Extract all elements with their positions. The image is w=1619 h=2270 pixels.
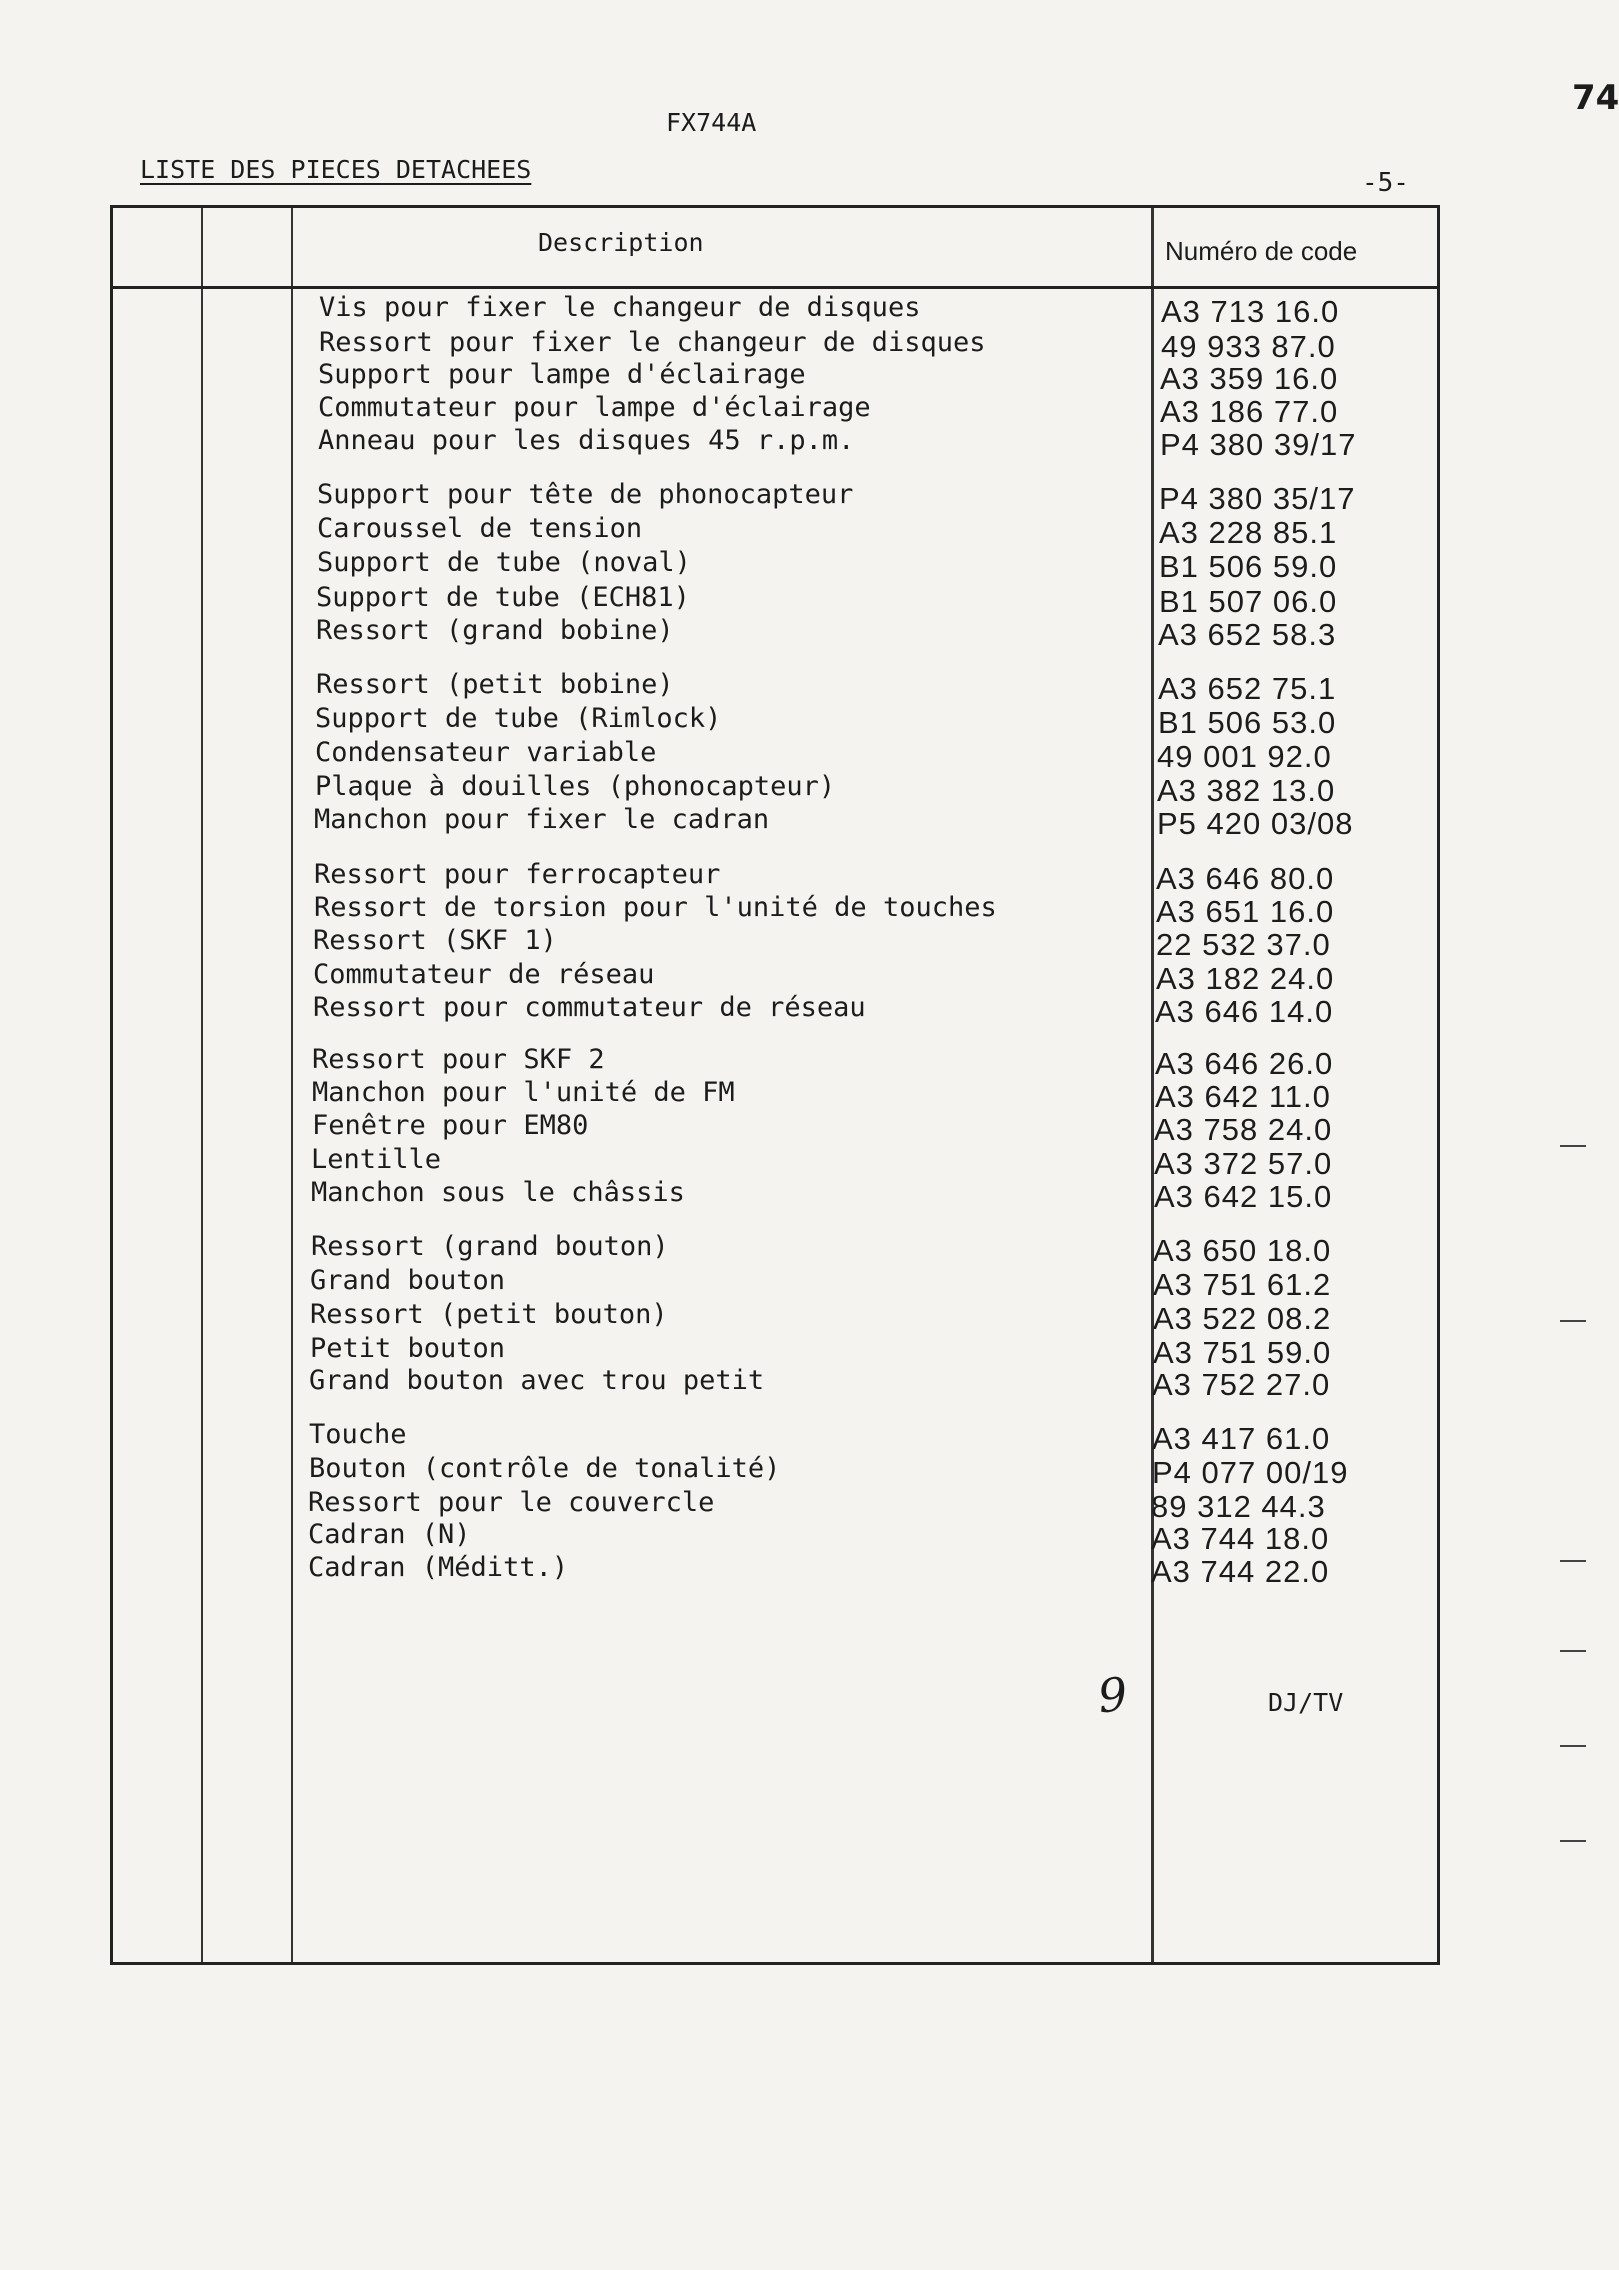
- row-description: Ressort (petit bouton): [310, 1299, 668, 1330]
- row-description: Fenêtre pour EM80: [312, 1110, 589, 1141]
- header-divider: [113, 286, 1437, 289]
- row-code: A3 417 61.0: [1152, 1421, 1331, 1456]
- row-description: Cadran (N): [308, 1519, 471, 1550]
- column-divider: [291, 208, 293, 1962]
- row-code: A3 228 85.1: [1159, 515, 1338, 550]
- row-description: Manchon pour l'unité de FM: [312, 1077, 735, 1108]
- row-description: Grand bouton avec trou petit: [309, 1365, 765, 1396]
- row-description: Commutateur de réseau: [313, 959, 655, 990]
- row-code: 22 532 37.0: [1156, 927, 1331, 962]
- row-code: B1 506 53.0: [1158, 705, 1337, 740]
- row-description: Manchon sous le châssis: [311, 1177, 685, 1208]
- row-code: B1 507 06.0: [1159, 584, 1338, 619]
- row-description: Condensateur variable: [315, 737, 657, 768]
- row-code: A3 522 08.2: [1153, 1301, 1332, 1336]
- row-code: A3 650 18.0: [1153, 1233, 1332, 1268]
- row-code: A3 651 16.0: [1156, 894, 1335, 929]
- row-description: Ressort (grand bouton): [311, 1231, 669, 1262]
- row-description: Cadran (Méditt.): [308, 1552, 569, 1583]
- row-description: Ressort de torsion pour l'unité de touches: [314, 892, 997, 923]
- row-code: 89 312 44.3: [1151, 1489, 1326, 1524]
- row-description: Ressort pour SKF 2: [312, 1044, 605, 1075]
- row-description: Support de tube (noval): [317, 547, 691, 578]
- row-description: Manchon pour fixer le cadran: [314, 804, 770, 835]
- row-description: Ressort pour commutateur de réseau: [313, 992, 866, 1023]
- row-code: A3 642 15.0: [1154, 1179, 1333, 1214]
- row-description: Plaque à douilles (phonocapteur): [315, 771, 836, 802]
- row-description: Petit bouton: [310, 1333, 506, 1364]
- row-description: Ressort pour le couvercle: [308, 1487, 715, 1518]
- row-code: A3 646 80.0: [1156, 861, 1335, 896]
- header-description: Description: [538, 228, 704, 257]
- row-description: Touche: [309, 1419, 407, 1450]
- row-code: A3 382 13.0: [1157, 773, 1336, 808]
- row-code: A3 758 24.0: [1154, 1112, 1333, 1147]
- row-code: P4 380 35/17: [1159, 481, 1356, 516]
- row-code: 49 933 87.0: [1161, 329, 1336, 364]
- row-description: Support pour tête de phonocapteur: [317, 479, 854, 510]
- row-description: Support pour lampe d'éclairage: [318, 359, 806, 390]
- list-title: LISTE DES PIECES DETACHEES: [140, 155, 532, 184]
- row-description: Ressort pour ferrocapteur: [314, 859, 721, 890]
- page-number: -5-: [1362, 168, 1409, 198]
- row-description: Anneau pour les disques 45 r.p.m.: [318, 425, 855, 456]
- row-description: Support de tube (ECH81): [316, 582, 690, 613]
- row-code: A3 646 26.0: [1155, 1046, 1334, 1081]
- document-id: FX744A: [666, 108, 757, 137]
- row-code: A3 652 58.3: [1158, 617, 1337, 652]
- header-code: Numéro de code: [1165, 236, 1358, 266]
- row-description: Bouton (contrôle de tonalité): [309, 1453, 781, 1484]
- row-code: P4 380 39/17: [1160, 427, 1357, 462]
- row-code: A3 751 61.2: [1153, 1267, 1332, 1302]
- row-description: Caroussel de tension: [317, 513, 643, 544]
- row-code: A3 713 16.0: [1161, 294, 1340, 329]
- row-description: Ressort (grand bobine): [316, 615, 674, 646]
- handwritten-mark: 9: [1095, 1666, 1131, 1724]
- row-description: Grand bouton: [310, 1265, 506, 1296]
- row-code: A3 646 14.0: [1155, 994, 1334, 1029]
- edge-marks: [1560, 1130, 1598, 1850]
- row-description: Commutateur pour lampe d'éclairage: [318, 392, 871, 423]
- row-code: A3 186 77.0: [1160, 394, 1339, 429]
- row-code: A3 372 57.0: [1154, 1146, 1333, 1181]
- row-description: Ressort (SKF 1): [313, 925, 557, 956]
- row-description: Lentille: [311, 1144, 442, 1175]
- row-description: Ressort pour fixer le changeur de disques: [319, 327, 986, 358]
- row-code: A3 744 22.0: [1151, 1554, 1330, 1589]
- row-code: A3 652 75.1: [1158, 671, 1337, 706]
- corner-page-number: 74: [1572, 78, 1619, 118]
- row-code: A3 359 16.0: [1160, 361, 1339, 396]
- row-code: A3 182 24.0: [1156, 961, 1335, 996]
- row-code: 49 001 92.0: [1157, 739, 1332, 774]
- row-code: A3 752 27.0: [1152, 1367, 1331, 1402]
- row-code: B1 506 59.0: [1159, 549, 1338, 584]
- row-code: A3 744 18.0: [1151, 1521, 1330, 1556]
- row-code: P4 077 00/19: [1152, 1455, 1349, 1490]
- row-code: A3 642 11.0: [1155, 1079, 1331, 1114]
- row-description: Support de tube (Rimlock): [315, 703, 722, 734]
- row-description: Ressort (petit bobine): [316, 669, 674, 700]
- parts-table: [110, 205, 1440, 1965]
- column-divider: [201, 208, 203, 1962]
- column-divider: [1151, 208, 1154, 1962]
- row-code: A3 751 59.0: [1153, 1335, 1332, 1370]
- row-description: Vis pour fixer le changeur de disques: [319, 292, 921, 323]
- initials: DJ/TV: [1268, 1688, 1344, 1717]
- row-code: P5 420 03/08: [1157, 806, 1354, 841]
